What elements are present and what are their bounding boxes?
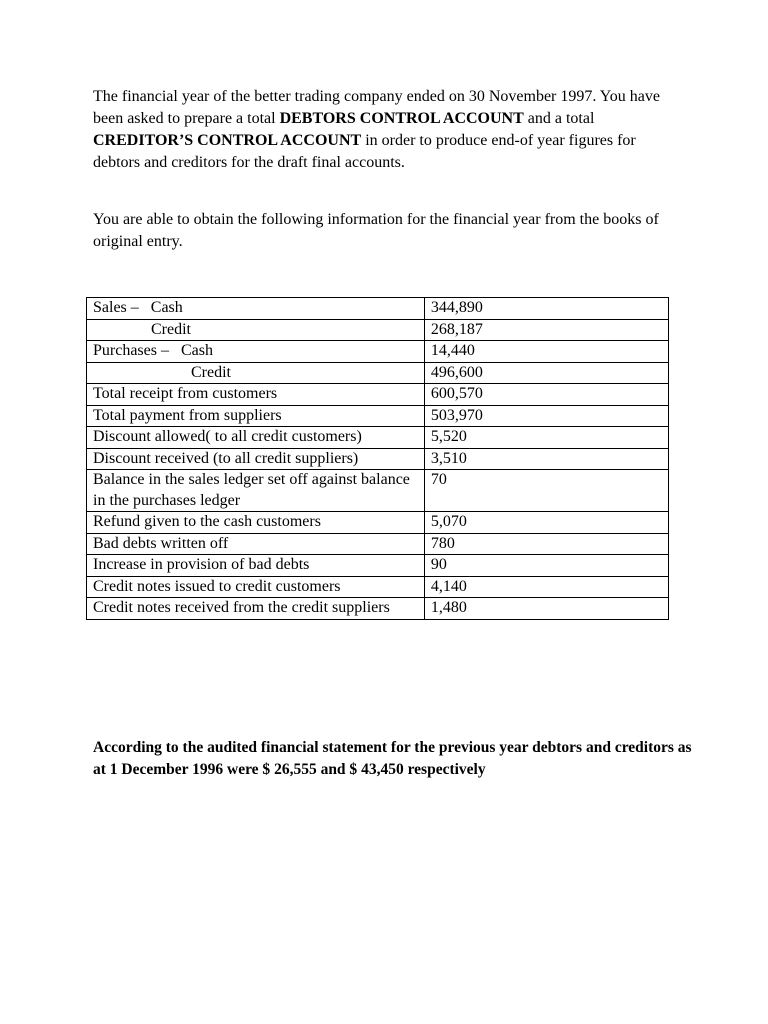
row-label [87,341,425,363]
row-value: 3,510 [424,448,668,470]
table-row [87,384,669,406]
row-label-sub: Cash [150,299,183,316]
table-row [87,576,669,598]
intro-text-1: The financial year of the better trading company ended on 30 November 1997. You have been asked to prepare a total [93,88,660,127]
row-label: Credit notes received from the credit suppliers [87,598,425,620]
instruction-paragraph: You are able to obtain the following information for the financial year from the books of original entry. [93,211,659,250]
closing-text-3: respectively [403,761,486,778]
row-label: Credit notes issued to credit customers [87,576,425,598]
table-row [87,405,669,427]
row-label-main: Purchases – [93,342,169,359]
table-row [87,362,669,384]
row-label: Balance in the sales ledger set off against balance in the purchases ledger [87,470,425,512]
table-row [87,448,669,470]
row-label: Refund given to the cash customers [87,512,425,534]
row-label: Discount received (to all credit suppliers) [87,448,425,470]
table-row [87,470,669,512]
row-value: 1,480 [424,598,668,620]
row-label: Total receipt from customers [87,384,425,406]
closing-paragraph [93,737,693,781]
table-row [87,341,669,363]
debtors-control-account-term: DEBTORS CONTROL ACCOUNT [279,110,524,127]
creditors-control-account-term: CREDITOR’S CONTROL ACCOUNT [93,132,362,149]
row-label: Increase in provision of bad debts [87,555,425,577]
row-value: 5,520 [424,427,668,449]
row-label: Total payment from suppliers [87,405,425,427]
table-row [87,555,669,577]
table-row [87,512,669,534]
table-row [87,598,669,620]
row-label: Bad debts written off [87,533,425,555]
creditors-opening-amount: 43,450 [361,761,404,778]
row-value: 503,970 [424,405,668,427]
row-value: 14,440 [424,341,668,363]
intro-paragraph [93,86,673,174]
table-row [87,319,669,341]
row-value: 90 [424,555,668,577]
table-row [87,427,669,449]
closing-text-1: According to the audited financial statement for the previous year debtors and creditors as at 1 December 1996 were $ [93,739,692,778]
intro-text-3: in order to produce end-of year figures for debtors and creditors for the draft final accounts. [93,132,636,171]
row-label: Discount allowed( to all credit customers) [87,427,425,449]
row-label-sub: Cash [180,342,213,359]
row-value: 70 [424,470,668,512]
row-value: 600,570 [424,384,668,406]
row-value: 4,140 [424,576,668,598]
table-row [87,298,669,320]
row-value: 780 [424,533,668,555]
row-value: 344,890 [424,298,668,320]
row-label: Credit [87,362,425,384]
row-value: 5,070 [424,512,668,534]
row-value: 496,600 [424,362,668,384]
row-label-main: Sales – [93,299,139,316]
row-value: 268,187 [424,319,668,341]
row-label [87,298,425,320]
table-row [87,533,669,555]
row-label: Credit [87,319,425,341]
debtors-opening-amount: 26,555 [274,761,317,778]
ledger-table [86,297,669,620]
intro-text-2: and a total [523,110,595,127]
closing-text-2: and $ [316,761,362,778]
